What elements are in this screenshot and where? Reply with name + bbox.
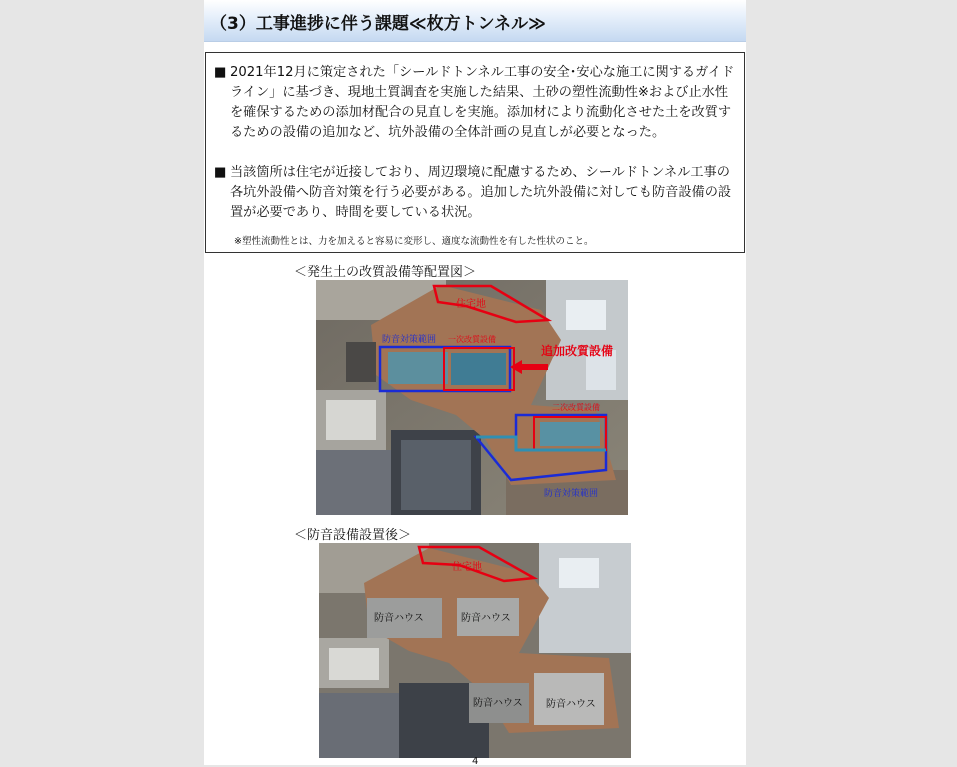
document-page: [204, 0, 746, 765]
footnote: ※塑性流動性とは、力を加えると容易に変形し、適度な流動性を有した性状のこと。: [234, 236, 594, 247]
bullet-item-1: [214, 63, 738, 143]
added-equipment-label: 追加改質設備: [541, 344, 614, 358]
secondary-equipment-label: 二次改質設備: [552, 403, 600, 412]
figure-1-caption: ＜発生土の改質設備等配置図＞: [294, 265, 477, 280]
figure-2-aerial-photo: [319, 543, 631, 758]
noise-area-label-1: 防音対策範囲: [382, 335, 437, 345]
noise-house-label-1: 防音ハウス: [374, 613, 424, 624]
bullet-square-icon: ■: [214, 165, 227, 180]
bullet-square-icon: ■: [214, 65, 227, 80]
title-bar: [204, 0, 746, 42]
site-layout-image: [316, 280, 628, 515]
page-number: 4: [472, 756, 479, 767]
noise-house-label-3: 防音ハウス: [473, 698, 523, 709]
bullet-text: 2021年12月に策定された「シールドトンネル工事の安全･安心な施工に関するガイドライン」に基づき、現地土質調査を実施した結果、土砂の塑性流動性※および止水性を確保するための添加材配合の見直しを実施。添加材により流動化させた土を改質するための設備の追加など、坑外設備の全体計画の見直しが必要となった。: [230, 65, 735, 140]
bullet-item-2: [214, 163, 738, 223]
residential-label: 住宅地: [456, 299, 486, 310]
summary-box: [205, 52, 745, 253]
bullet-text: 当該箇所は住宅が近接しており、周辺環境に配慮するため、シールドトンネル工事の各坑外設備へ防音対策を行う必要がある。追加した坑外設備に対しても防音設備の設置が必要であり、時間を要している状況。: [230, 165, 732, 220]
figure-2-caption: ＜防音設備設置後＞: [294, 528, 412, 543]
noise-area-label-2: 防音対策範囲: [544, 489, 599, 499]
residential-label: 住宅地: [452, 562, 482, 573]
figure-1-aerial-photo: [316, 280, 628, 515]
noise-house-label-4: 防音ハウス: [546, 699, 596, 710]
noise-house-label-2: 防音ハウス: [461, 613, 511, 624]
noise-housing-image: [319, 543, 631, 758]
page-title: （3）工事進捗に伴う課題≪枚方トンネル≫: [210, 14, 546, 34]
primary-equipment-label: 一次改質設備: [448, 335, 496, 344]
